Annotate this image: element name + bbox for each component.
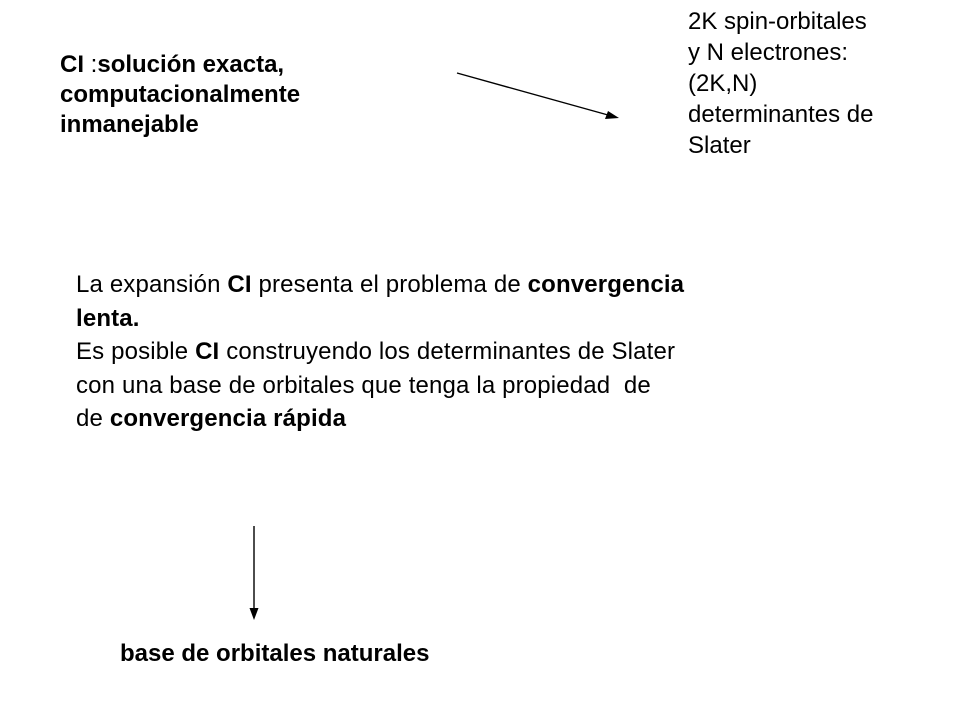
ci-term: CI <box>227 271 252 298</box>
ci-line-1-rest: solución exacta, <box>97 51 285 78</box>
determinants-line: 2K spin-orbitales <box>688 8 867 35</box>
paragraph-line-2: lenta. <box>76 304 140 332</box>
diagonal-arrow <box>457 73 619 119</box>
convergencia-term: convergencia <box>527 271 685 298</box>
natural-orbitals-conclusion: base de orbitales naturales <box>120 640 430 667</box>
convergencia-rapida-term: convergencia rápida <box>109 405 347 432</box>
ci-colon: : <box>84 51 98 78</box>
determinants-line: Slater <box>688 132 751 159</box>
paragraph-text: construyendo los determinantes de Slater <box>219 338 676 365</box>
paragraph-text: La expansión <box>76 271 228 298</box>
ci-term: CI <box>60 51 84 78</box>
determinants-line: (2K,N) <box>688 70 758 97</box>
determinants-line: y N electrones: <box>688 39 849 66</box>
paragraph-text: de <box>76 405 110 432</box>
ci-term: CI <box>195 338 220 365</box>
paragraph-line-4: con una base de orbitales que tenga la propiedad de <box>76 371 651 399</box>
ci-line-2: computacionalmente <box>60 81 301 108</box>
paragraph-text: Es posible <box>76 338 196 365</box>
paragraph-text: presenta el problema de <box>251 271 528 298</box>
determinants-line: determinantes de <box>688 101 874 128</box>
down-arrow <box>250 526 259 620</box>
ci-line-3: inmanejable <box>60 111 199 138</box>
